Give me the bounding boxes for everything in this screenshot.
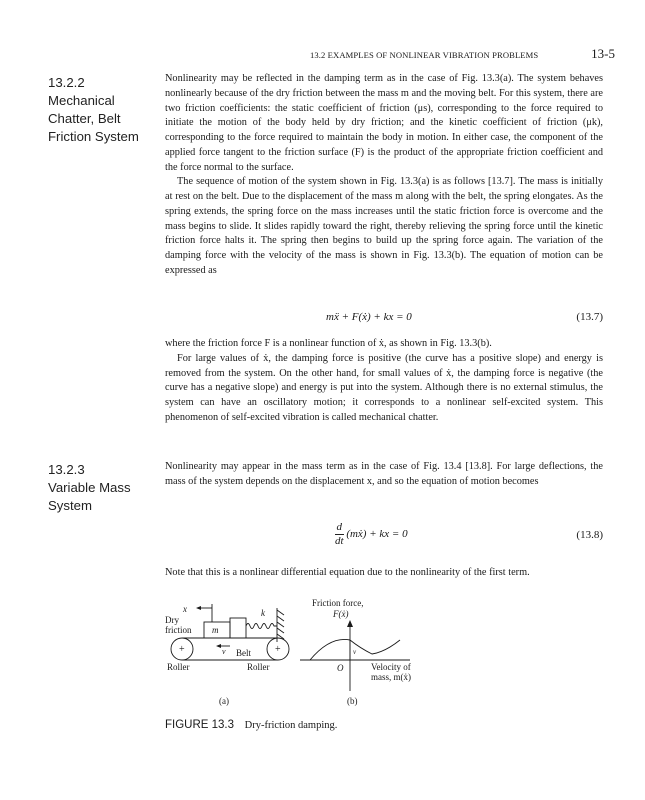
- plus-left: +: [179, 644, 185, 655]
- equation-expression: [335, 521, 408, 548]
- velocity-arrowhead: [216, 644, 221, 648]
- y-arrowhead: [347, 620, 353, 627]
- figure-13-3: [160, 596, 460, 719]
- label-v: v: [222, 647, 226, 656]
- label-roller-left: Roller: [167, 662, 190, 672]
- section-title-line: System: [48, 498, 92, 513]
- section-body-13-2-3-note: [165, 566, 603, 581]
- equation-13-7: [165, 311, 603, 327]
- label-belt: Belt: [236, 648, 251, 658]
- figure-caption: [165, 719, 337, 731]
- paragraph: Nonlinearity may appear in the mass term as in the case of Fig. 13.4 [13.8]. For large deflections, the mass of the system depends on the displacement x, and so the equation of motion becomes: [165, 461, 603, 487]
- label-roller-right: Roller: [247, 662, 270, 672]
- label-mass-mxdot: mass, m(ẋ): [371, 672, 411, 682]
- mass-attachment: [230, 618, 246, 638]
- equation-13-8: [165, 521, 603, 553]
- fraction-denominator: dt: [335, 535, 344, 547]
- section-heading-13-2-2: [48, 74, 139, 146]
- section-number: 13.2.3: [48, 462, 85, 477]
- page-number: 13-5: [591, 46, 615, 61]
- plus-right: +: [275, 644, 281, 655]
- label-f-xdot: F(ẋ): [333, 609, 349, 619]
- header-title: 13.2 EXAMPLES OF NONLINEAR VIBRATION PROBLEMS: [310, 50, 539, 60]
- section-title-line: Chatter, Belt: [48, 111, 121, 126]
- label-m: m: [212, 625, 219, 635]
- subfigure-a-label: (a): [219, 696, 229, 706]
- caption-text: Dry-friction damping.: [244, 720, 338, 731]
- label-velocity-of: Velocity of: [371, 662, 411, 672]
- equation-expression: mẍ + F(ẋ) + kx = 0: [326, 311, 412, 323]
- label-origin: O: [337, 663, 344, 673]
- equation-number: (13.7): [576, 311, 603, 323]
- paragraph: For large values of ẋ, the damping force is positive (the curve has a positive slope) and energy is removed from the system. On the other hand, for small values of ẋ, the damping force is negative (the curve has a negative slope) and energy is put into the system. Although there is no external stimulus, the system can have an oscillatory motion; it corresponds to a nonlinear self-excited system. This phenomenon of self-excited vibration is called mechanical chatter.: [165, 352, 603, 423]
- section-body-13-2-2-continued: [165, 337, 603, 426]
- section-number: 13.2.2: [48, 75, 85, 90]
- paragraph: The sequence of motion of the system shown in Fig. 13.3(a) is as follows [13.7]. The mass is initially at rest on the belt. Due to the displacement of the mass m along with the belt, the spring elongates. As the spring extends, the spring force on the mass increases until the static friction force is overcome and the mass begins to slide. It slides rapidly toward the right, thereby relieving the spring force until the kinetic friction force halts it. The spring then begins to build up the spring force again. The variation of the damping force with the velocity of the mass is shown in Fig. 13.3(b). The equation of motion can be expressed as: [165, 176, 603, 276]
- spring: [246, 624, 277, 629]
- label-friction-force: Friction force,: [312, 598, 364, 608]
- caption-label: FIGURE 13.3: [165, 719, 235, 731]
- wall-hatching: [277, 610, 284, 639]
- fraction-numerator: d: [336, 521, 343, 533]
- section-body-13-2-2: [165, 72, 603, 279]
- equation-number: (13.8): [576, 529, 603, 541]
- label-v-b: v: [353, 648, 357, 656]
- section-title-line: Friction System: [48, 129, 139, 144]
- figure-drawing: [160, 596, 460, 714]
- running-header: [310, 46, 615, 62]
- paragraph: Nonlinearity may be reflected in the damping term as in the case of Fig. 13.3(a). The system behaves nonlinearly because of the dry friction between the mass m and the moving belt. For this system, there are two friction coefficients: the static coefficient of friction (μs), corresponding to the force required to initiate the motion of the body held by dry friction; and the kinetic coefficient of friction (μk), corresponding to the force required to maintain the body in motion. In either case, the component of the applied force tangent to the friction surface (F) is the product of the appropriate friction coefficient and the force normal to the surface.: [165, 73, 603, 173]
- equation-rest: (mẋ) + kx = 0: [346, 528, 408, 541]
- label-k: k: [261, 608, 265, 618]
- section-title-line: Variable Mass: [48, 480, 131, 495]
- paragraph: where the friction force F is a nonlinear function of ẋ, as shown in Fig. 13.3(b).: [165, 338, 492, 349]
- label-friction: friction: [165, 625, 192, 635]
- derivative-fraction: [335, 521, 344, 548]
- label-x: x: [183, 604, 187, 614]
- section-heading-13-2-3: [48, 461, 131, 515]
- paragraph: Note that this is a nonlinear differential equation due to the nonlinearity of the first term.: [165, 567, 530, 578]
- subfigure-b-label: (b): [347, 696, 358, 706]
- label-dry: Dry: [165, 615, 179, 625]
- section-body-13-2-3: [165, 460, 603, 490]
- section-title-line: Mechanical: [48, 93, 115, 108]
- x-arrowhead: [196, 606, 201, 610]
